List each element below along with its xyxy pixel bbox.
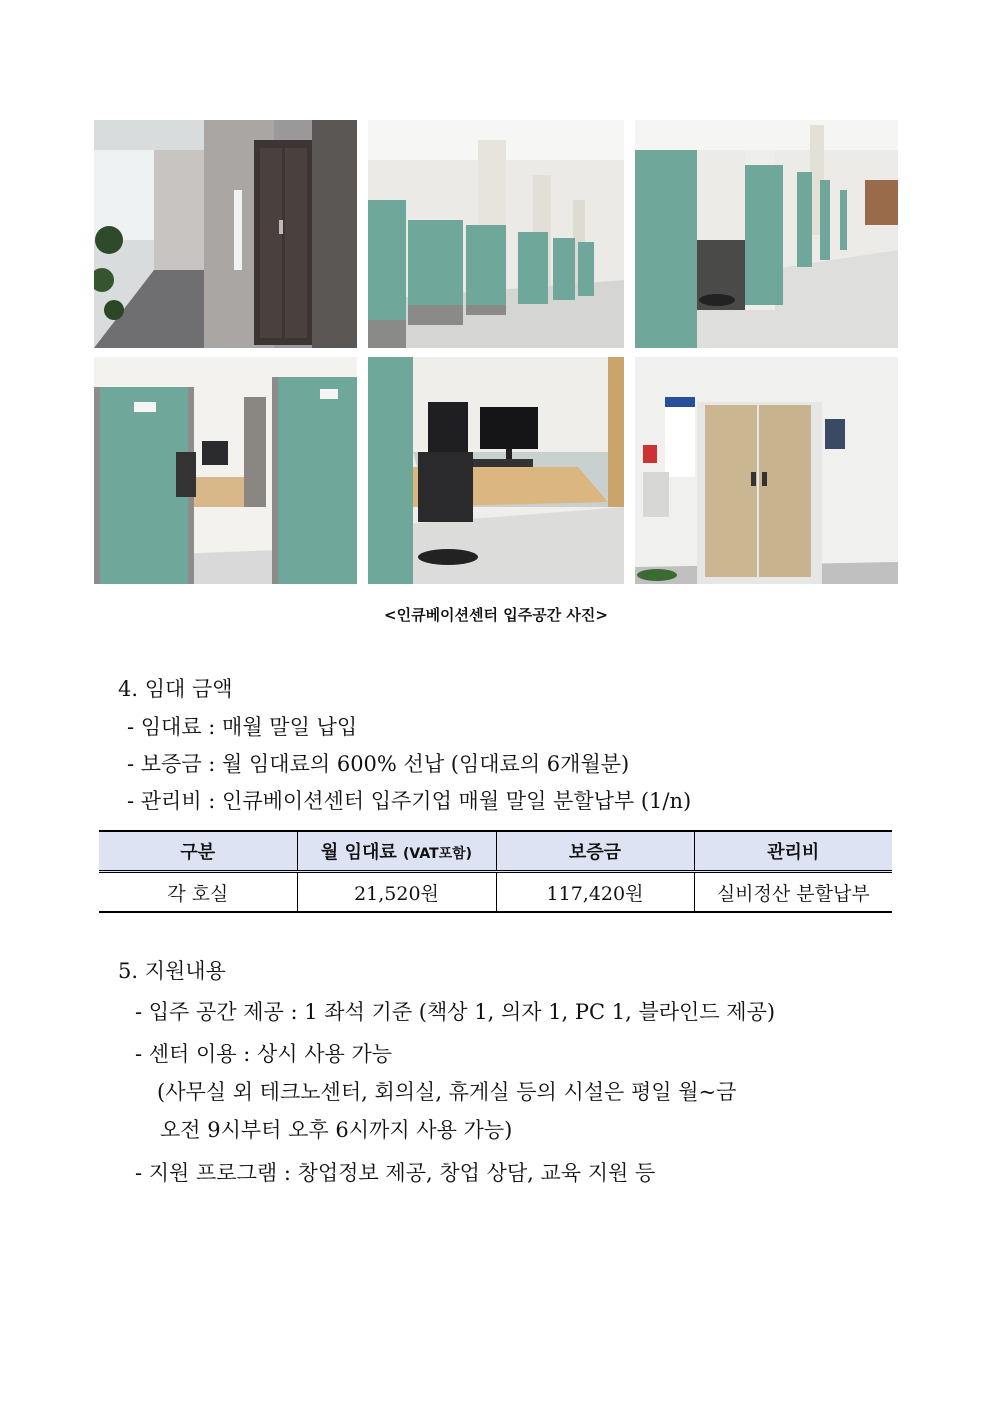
deposit-item: - 보증금 : 월 임대료의 600% 선납 (임대료의 6개월분) bbox=[127, 752, 630, 776]
cell-deposit: 117,420원 bbox=[496, 872, 694, 913]
fee-table bbox=[99, 830, 892, 913]
header-monthly-rent-label: 월 임대료 bbox=[320, 842, 397, 863]
section-5-heading: 5. 지원내용 bbox=[118, 959, 226, 983]
cell-maintenance: 실비정산 분할납부 bbox=[694, 872, 892, 913]
photo-partition-chair bbox=[635, 120, 898, 348]
cell-monthly-rent: 21,520원 bbox=[297, 872, 496, 913]
support-program-item: - 지원 프로그램 : 창업정보 제공, 창업 상담, 교육 지원 등 bbox=[135, 1161, 656, 1185]
header-monthly-rent bbox=[297, 831, 496, 872]
center-usage-item: - 센터 이용 : 상시 사용 가능 bbox=[135, 1042, 393, 1066]
header-deposit: 보증금 bbox=[496, 831, 694, 872]
header-category: 구분 bbox=[99, 831, 297, 872]
space-provision-item: - 입주 공간 제공 : 1 좌석 기준 (책상 1, 의자 1, PC 1, 블라인드 제공) bbox=[135, 1000, 776, 1024]
maintenance-item: - 관리비 : 인큐베이션센터 입주기업 매월 말일 분할납부 (1/n) bbox=[127, 789, 692, 813]
section-4-heading: 4. 임대 금액 bbox=[118, 677, 233, 701]
photo-booth-desk bbox=[94, 357, 357, 584]
facility-note-line-1: (사무실 외 테크노센터, 회의실, 휴게실 등의 시설은 평일 월~금 bbox=[157, 1080, 737, 1104]
table-row bbox=[99, 872, 892, 913]
rent-item: - 임대료 : 매월 말일 납입 bbox=[127, 715, 358, 739]
fee-table-header-row bbox=[99, 831, 892, 872]
photo-caption: <인큐베이션센터 입주공간 사진> bbox=[384, 606, 608, 624]
photo-double-door bbox=[635, 357, 898, 584]
photo-grid bbox=[94, 120, 898, 584]
facility-note-line-2: 오전 9시부터 오후 6시까지 사용 가능) bbox=[160, 1118, 513, 1142]
header-maintenance: 관리비 bbox=[694, 831, 892, 872]
header-vat-note: (VAT포함) bbox=[403, 846, 473, 862]
photo-partition-row bbox=[368, 120, 624, 348]
photo-desk-pc bbox=[368, 357, 624, 584]
cell-category: 각 호실 bbox=[99, 872, 297, 913]
photo-hallway bbox=[94, 120, 357, 348]
